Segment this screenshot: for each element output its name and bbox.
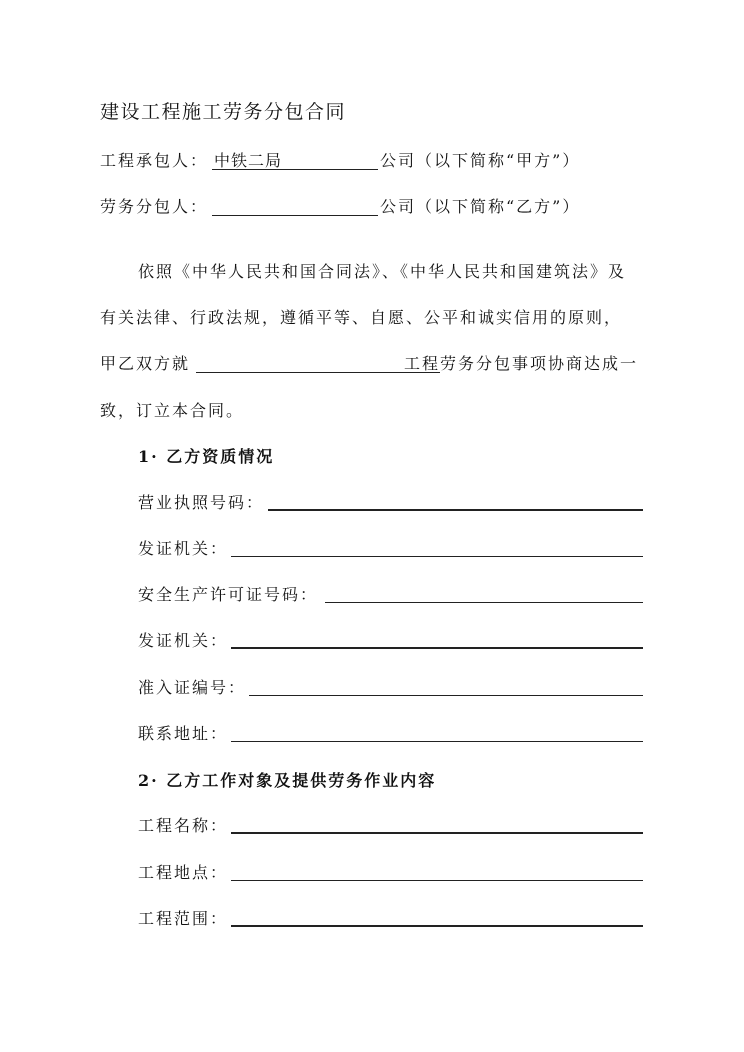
issuing-authority-blank[interactable] (231, 556, 643, 557)
safety-permit-blank[interactable] (325, 602, 643, 603)
preamble-line-2: 有关法律、行政法规，遵循平等、自愿、公平和诚实信用的原则， (100, 308, 623, 327)
contact-address-label: 联系地址： (138, 724, 229, 743)
preamble-line-4: 致，订立本合同。 (100, 401, 245, 420)
contractor-label: 工程承包人： (100, 151, 209, 170)
project-name-label: 工程名称： (138, 816, 229, 835)
project-location-label: 工程地点： (138, 863, 229, 882)
preamble-line-3-prefix: 甲乙双方就 (100, 354, 191, 373)
preamble-line-3-suffix: 工程劳务分包事项协商达成一 (404, 354, 639, 373)
issuing-authority-2-label: 发证机关： (138, 631, 229, 650)
subcontractor-suffix: 公司（以下简称“乙方”） (380, 197, 581, 216)
document-title: 建设工程施工劳务分包合同 (100, 101, 347, 123)
access-cert-label: 准入证编号： (138, 678, 247, 697)
project-scope-label: 工程范围： (138, 909, 229, 928)
contractor-value[interactable]: 中铁二局 (214, 151, 283, 170)
issuing-authority-label: 发证机关： (138, 539, 229, 558)
subcontractor-blank[interactable] (212, 215, 378, 216)
section-2-heading: 2· 乙方工作对象及提供劳务作业内容 (138, 771, 437, 790)
subcontractor-label: 劳务分包人： (100, 197, 209, 216)
business-license-label: 营业执照号码： (138, 493, 265, 512)
preamble-line-1: 依照《中华人民共和国合同法》、《中华人民共和国建筑法》及 (138, 262, 627, 281)
contact-address-blank[interactable] (231, 741, 643, 742)
contractor-underline (212, 169, 378, 170)
business-license-blank[interactable] (268, 509, 643, 511)
issuing-authority-2-blank[interactable] (231, 647, 643, 649)
access-cert-blank[interactable] (249, 695, 643, 696)
project-name-blank[interactable] (231, 832, 643, 834)
section-1-heading: 1· 乙方资质情况 (138, 447, 275, 466)
contractor-suffix: 公司（以下简称“甲方”） (380, 151, 581, 170)
safety-permit-label: 安全生产许可证号码： (138, 585, 319, 604)
project-location-blank[interactable] (231, 880, 643, 881)
project-scope-blank[interactable] (231, 925, 643, 927)
